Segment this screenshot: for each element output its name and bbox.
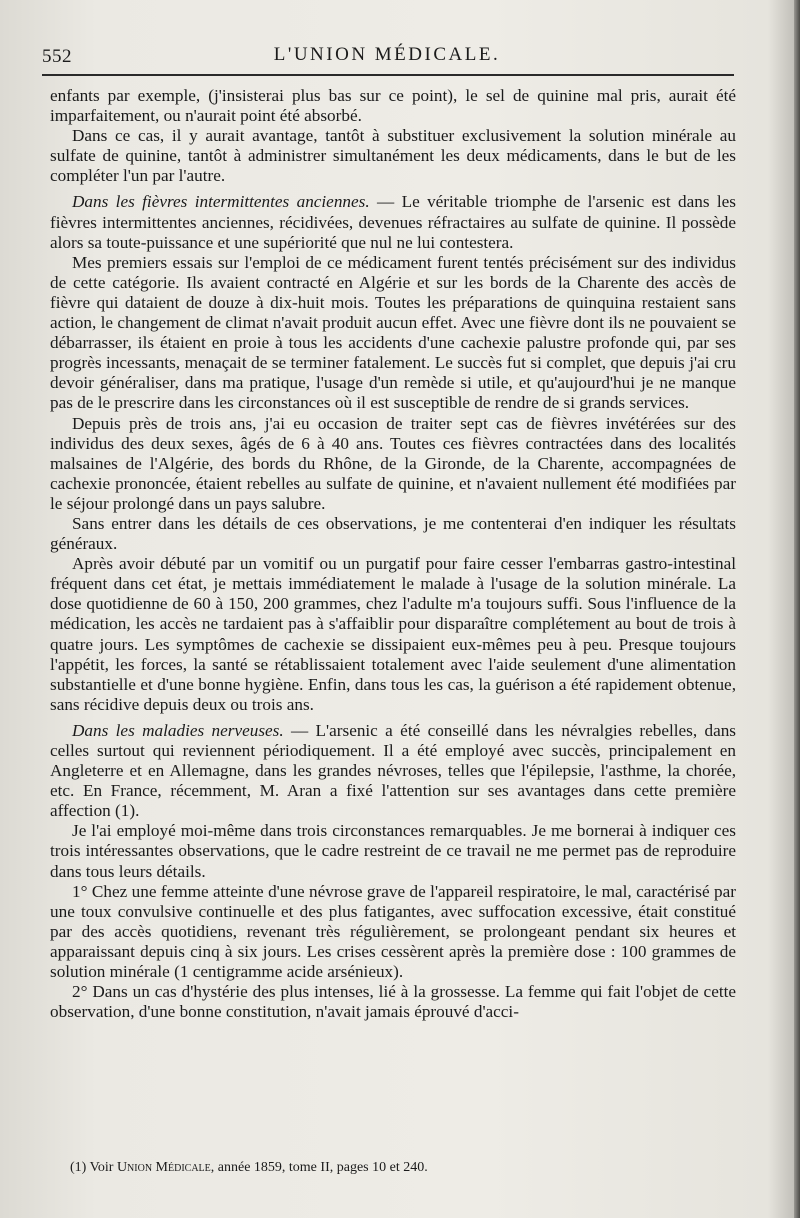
section-paragraph: Dans les fièvres intermittentes anciennes. — Le véritable triomphe de l'arsenic est dans les fièvres intermittentes anciennes, récidivées, devenues réfractaires au sulfate de quinine. Il possède alors sa toute-puissance et une supériorité que nul ne lui contestera.	[50, 192, 736, 252]
running-head: L'UNION MÉDICALE.	[273, 44, 501, 65]
paragraph: Dans ce cas, il y aurait avantage, tantôt à substituer exclusivement la solution minérale au sulfate de quinine, tantôt à administrer simultanément les deux médicaments, dans le but de les compléter l'un par l'autre.	[50, 126, 736, 186]
paragraph: Après avoir débuté par un vomitif ou un purgatif pour faire cesser l'embarras gastro-intestinal fréquent dans cet état, je mettais immédiatement le malade à l'usage de la solution minérale. La dose quotidienne de 60 à 150, 200 grammes, chez l'adulte m'a toujours suffi. Sous l'influence de la médication, les accès ne tardaient pas à s'affaiblir pour disparaître complétement au bout de trois à quatre jours. Les symptômes de cachexie se dissipaient eux-mêmes peu à peu. Presque toujours l'appétit, les forces, la santé se rétablissaient totalement avec l'aide seulement d'une alimentation substantielle et d'une bonne hygiène. Enfin, dans tous les cas, la guérison a été rapidement obtenue, sans récidive depuis deux ou trois ans.	[50, 554, 736, 714]
body-text	[50, 86, 736, 1022]
section-heading: Dans les fièvres intermittentes anciennes.	[72, 192, 370, 212]
paragraph: 2° Dans un cas d'hystérie des plus intenses, lié à la grossesse. La femme qui fait l'objet de cette observation, d'une bonne constitution, n'avait jamais éprouvé d'acci-	[50, 982, 736, 1022]
journal-name: Union Médicale	[116, 1160, 211, 1175]
page-number: 552	[42, 46, 72, 67]
paragraph: Depuis près de trois ans, j'ai eu occasion de traiter sept cas de fièvres invétérées sur des individus des deux sexes, âgés de 6 à 40 ans. Toutes ces fièvres contractées dans des localités malsaines de l'Algérie, des bords du Rhône, de la Gironde, de la Charente, accompagnées de cachexie prononcée, étaient rebelles au sulfate de quinine, et n'avaient nullement été modifiées par le séjour prolongé dans un pays salubre.	[50, 413, 736, 513]
section-heading: Dans les maladies nerveuses.	[72, 720, 284, 740]
footnote-marker: (1)	[70, 1160, 87, 1175]
paragraph: Sans entrer dans les détails de ces observations, je me contenterai d'en indiquer les résultats généraux.	[50, 513, 736, 554]
section-paragraph: Dans les maladies nerveuses. — L'arsenic a été conseillé dans les névralgies rebelles, dans celles surtout qui reviennent périodiquement. Il a été employé avec succès, principalement en Angleterre et en Allemagne, dans les grandes névroses, telles que l'épilepsie, l'asthme, la chorée, etc. En France, récemment, M. Aran a fixé l'attention sur ses avantages dans cette première affection (1).	[50, 720, 736, 821]
paragraph: enfants par exemple, (j'insisterai plus bas sur ce point), le sel de quinine mal pris, aurait été imparfaitement, ou n'aurait point été absorbé.	[50, 86, 736, 126]
header-rule	[42, 74, 734, 76]
page-edge	[794, 0, 800, 1218]
paragraph: Je l'ai employé moi-même dans trois circonstances remarquables. Je me bornerai à indiquer ces trois intéressantes observations, que le cadre restreint de ce travail ne me permet pas de reproduire dans tous leurs détails.	[50, 821, 736, 881]
paragraph: 1° Chez une femme atteinte d'une névrose grave de l'appareil respiratoire, le mal, caractérisé par une toux convulsive continuelle et des plus fatigantes, avec suffocation excessive, était constitué par des accès quotidiens, revenant très régulièrement, se prolongeant pendant six heures et apparaissant depuis cinq à six jours. Les crises cessèrent après la première dose : 100 grammes de solution minérale (1 centigramme acide arsénieux).	[50, 881, 736, 982]
paragraph: Mes premiers essais sur l'emploi de ce médicament furent tentés précisément sur des individus de cette catégorie. Ils avaient contracté en Algérie et sur les bords de la Charente des accès de fièvre qui dataient de douze à dix-huit mois. Toutes les préparations de quinquina restaient sans action, le changement de climat n'avait produit aucun effet. Avec une fièvre dont ils ne pouvaient se débarrasser, ils étaient en proie à tous les accidents d'une cachexie palustre profonde qui, par ses progrès incessants, menaçait de se terminer fatalement. Le succès fut si complet, que depuis j'ai cru devoir généraliser, dans ma pratique, l'usage d'un remède si utile, et qu'aujourd'hui je ne manque pas de le prescrire dans les circonstances où il est susceptible de rendre de si grands services.	[50, 252, 736, 413]
footnote: (1) Voir Union Médicale, année 1859, tome II, pages 10 et 240.	[70, 1160, 428, 1175]
page-header	[42, 44, 732, 70]
